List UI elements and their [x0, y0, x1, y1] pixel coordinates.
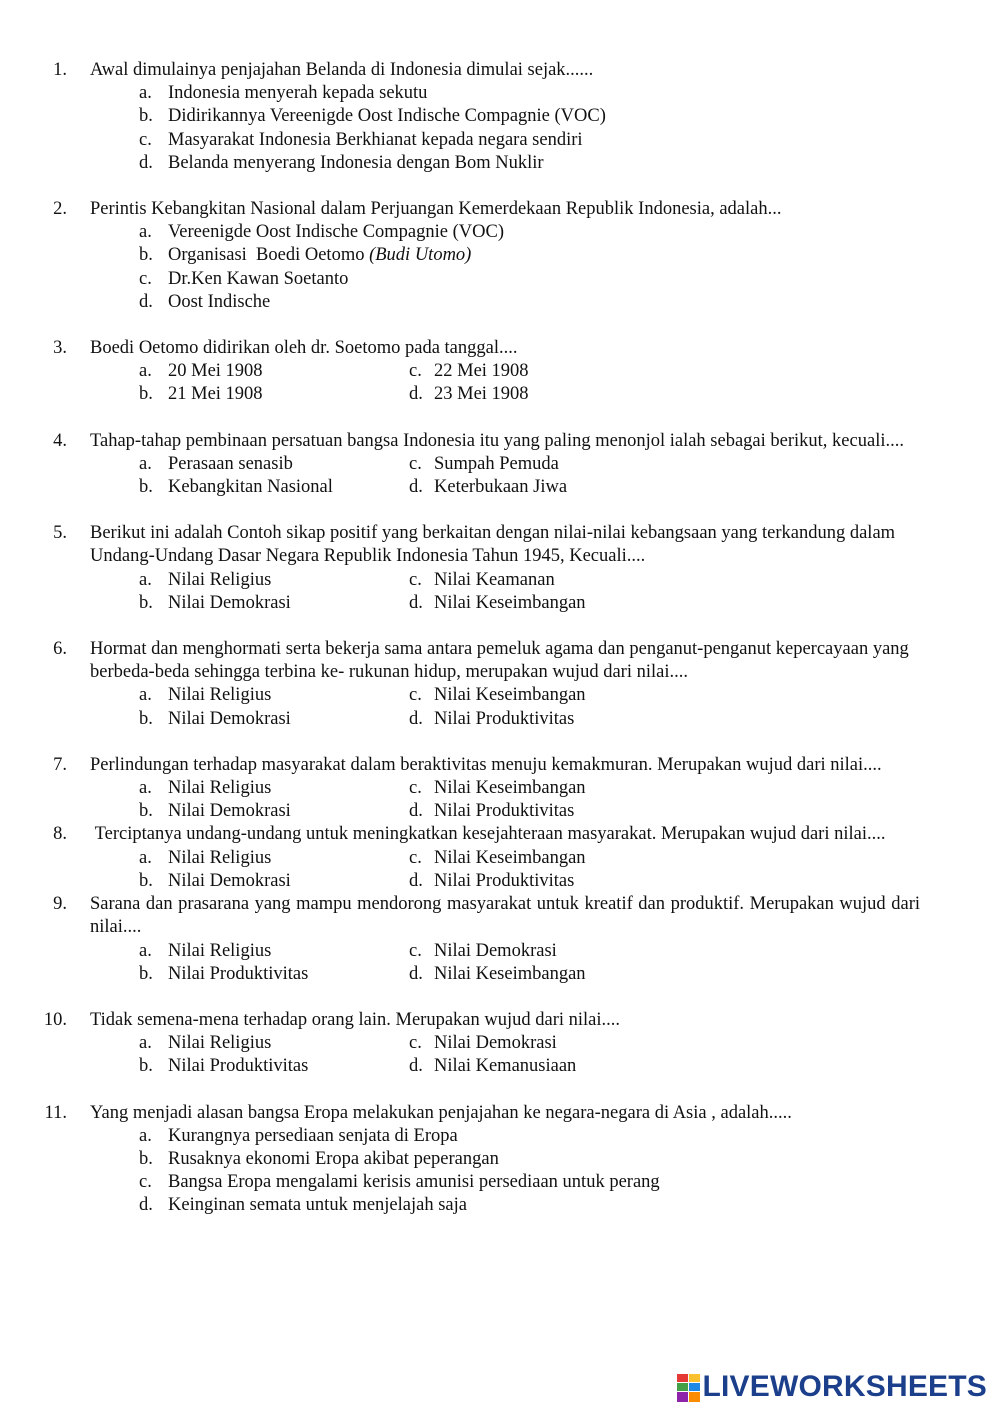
option-c[interactable]: c. Dr.Ken Kawan Soetanto: [139, 268, 349, 289]
question-10: [0, 1009, 999, 1079]
option-a[interactable]: a. Nilai Religius: [139, 847, 272, 868]
option-a[interactable]: a. 20 Mei 1908: [139, 361, 263, 382]
option-c[interactable]: c. Nilai Keseimbangan: [409, 847, 586, 868]
option-c[interactable]: c. Nilai Demokrasi: [409, 940, 557, 961]
option-b[interactable]: b. 21 Mei 1908: [139, 384, 263, 405]
option-b[interactable]: b. Didirikannya Vereenigde Oost Indische Compagnie (VOC): [139, 106, 606, 127]
question-text: Tidak semena-mena terhadap orang lain. Merupakan wujud dari nilai....: [90, 1009, 621, 1030]
option-b[interactable]: b. Rusaknya ekonomi Eropa akibat peperangan: [139, 1148, 499, 1169]
option-b[interactable]: b. Organisasi Boedi Oetomo (Budi Utomo): [139, 244, 999, 267]
question-text: Terciptanya undang-undang untuk meningkatkan kesejahteraan masyarakat. Merupakan wujud dari nilai....: [90, 824, 886, 845]
option-italic-note: (Budi Utomo): [369, 245, 472, 266]
option-d[interactable]: d. Keinginan semata untuk menjelajah saja: [139, 1195, 467, 1216]
brand-name: LIVEWORKSHEETS: [702, 1370, 987, 1403]
question-11: [0, 1102, 999, 1218]
question-3: [0, 337, 999, 407]
question-text: Berikut ini adalah Contoh sikap positif yang berkaitan dengan nilai-nilai kebangsaan yang terkandung dalam Undang-Undang Dasar Negara Republik Indonesia Tahun 1945, Kecuali....: [90, 523, 896, 567]
option-a[interactable]: a. Nilai Religius: [139, 569, 272, 590]
option-c[interactable]: c. Bangsa Eropa mengalami kerisis amunisi persediaan untuk perang: [139, 1172, 660, 1193]
option-d[interactable]: d. Belanda menyerang Indonesia dengan Bom Nuklir: [139, 152, 544, 173]
question-number: 1.: [53, 60, 67, 80]
liveworksheets-logo[interactable]: [677, 1372, 988, 1402]
question-text: Perlindungan terhadap masyarakat dalam beraktivitas menuju kemakmuran. Merupakan wujud dari nilai....: [90, 754, 882, 775]
question-number: 3.: [53, 338, 67, 359]
option-a[interactable]: a. Nilai Religius: [139, 1033, 272, 1054]
option-a[interactable]: a. Nilai Religius: [139, 685, 272, 706]
option-c[interactable]: c. Nilai Keamanan: [409, 569, 555, 590]
question-text: Perintis Kebangkitan Nasional dalam Perjuangan Kemerdekaan Republik Indonesia, adalah...: [90, 199, 782, 220]
option-c[interactable]: c. Sumpah Pemuda: [409, 453, 559, 474]
option-d[interactable]: d. Nilai Produktivitas: [409, 870, 575, 891]
question-8: [0, 823, 999, 893]
question-text: Hormat dan menghormati serta bekerja sama antara pemeluk agama dan penganut-penganut kepercayaan yang berbeda-beda sehingga terbina ke- rukunan hidup, merupakan wujud dari nilai....: [90, 639, 909, 683]
option-d[interactable]: d. Nilai Produktivitas: [409, 801, 575, 822]
question-number: 8.: [53, 824, 67, 845]
option-d[interactable]: d. Oost Indische: [139, 291, 271, 312]
option-a[interactable]: a. Vereenigde Oost Indische Compagnie (VOC): [139, 222, 504, 243]
option-d[interactable]: d. Nilai Keseimbangan: [409, 592, 586, 613]
question-text: Yang menjadi alasan bangsa Eropa melakukan penjajahan ke negara-negara di Asia , adalah.....: [90, 1102, 792, 1123]
question-2: [0, 198, 999, 314]
option-b[interactable]: b. Nilai Produktivitas: [139, 963, 309, 984]
option-d[interactable]: d. Nilai Kemanusiaan: [409, 1056, 577, 1077]
question-number: 5.: [53, 523, 67, 544]
question-4: [0, 430, 999, 500]
question-text: Tahap-tahap pembinaan persatuan bangsa Indonesia itu yang paling menonjol ialah sebagai berikut, kecuali....: [90, 430, 904, 451]
option-a[interactable]: a. Indonesia menyerah kepada sekutu: [139, 83, 428, 104]
question-number: 11.: [44, 1102, 67, 1123]
option-b[interactable]: b. Nilai Demokrasi: [139, 870, 291, 891]
question-number: 4.: [53, 430, 67, 451]
option-c[interactable]: c. Nilai Keseimbangan: [409, 778, 586, 799]
option-a[interactable]: a. Perasaan senasib: [139, 453, 293, 474]
option-b[interactable]: b. Nilai Demokrasi: [139, 592, 291, 613]
option-a[interactable]: a. Nilai Religius: [139, 778, 272, 799]
worksheet: [0, 59, 999, 1218]
question-text: Sarana dan prasarana yang mampu mendorong masyarakat untuk kreatif dan produktif. Merupakan wujud dari nilai....: [90, 894, 920, 938]
option-b[interactable]: b. Nilai Demokrasi: [139, 708, 291, 729]
option-b[interactable]: b. Nilai Produktivitas: [139, 1056, 309, 1077]
question-number: 9.: [53, 894, 67, 915]
option-c[interactable]: c. Nilai Keseimbangan: [409, 685, 586, 706]
option-a[interactable]: a. Kurangnya persediaan senjata di Eropa: [139, 1125, 458, 1146]
question-9: [0, 893, 999, 986]
question-5: [0, 522, 999, 615]
option-c[interactable]: c. Masyarakat Indonesia Berkhianat kepada negara sendiri: [139, 129, 583, 150]
question-number: 6.: [53, 639, 67, 660]
question-number: 2.: [53, 199, 67, 220]
option-b[interactable]: b. Kebangkitan Nasional: [139, 477, 333, 498]
question-6: [0, 638, 999, 731]
option-c[interactable]: c. Nilai Demokrasi: [409, 1033, 557, 1054]
question-number: 10.: [43, 1009, 67, 1030]
option-d[interactable]: d. Keterbukaan Jiwa: [409, 477, 568, 498]
question-1: [0, 59, 999, 175]
question-number: 7.: [53, 754, 67, 775]
question-text: Boedi Oetomo didirikan oleh dr. Soetomo pada tanggal....: [90, 338, 518, 359]
option-a[interactable]: a. Nilai Religius: [139, 940, 272, 961]
option-d[interactable]: d. Nilai Keseimbangan: [409, 963, 586, 984]
question-text: Awal dimulainya penjajahan Belanda di Indonesia dimulai sejak......: [90, 60, 594, 80]
option-d[interactable]: d. 23 Mei 1908: [409, 384, 529, 405]
option-b[interactable]: b. Nilai Demokrasi: [139, 801, 291, 822]
option-d[interactable]: d. Nilai Produktivitas: [409, 708, 575, 729]
option-c[interactable]: c. 22 Mei 1908: [409, 361, 529, 382]
question-7: [0, 754, 999, 824]
logo-blocks-icon: [677, 1374, 699, 1400]
